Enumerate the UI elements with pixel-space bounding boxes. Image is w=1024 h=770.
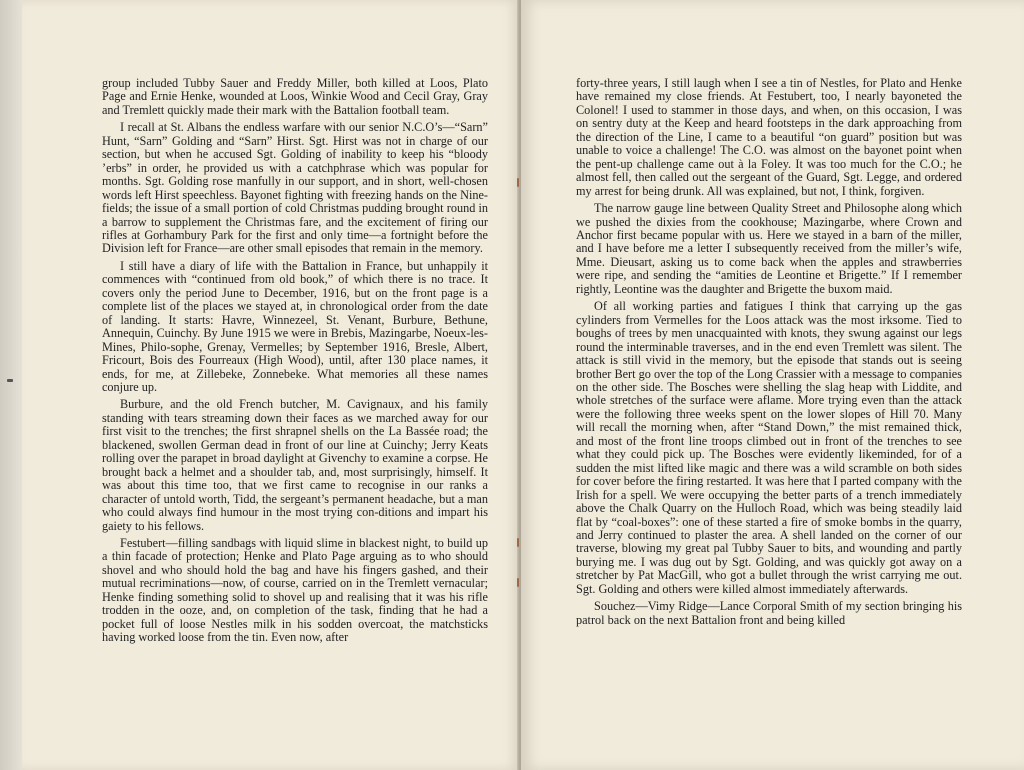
paragraph: group included Tubby Sauer and Freddy Miller, both killed at Loos, Plato Page and Ernie Henke, wounded at Loos, Winkie Wood and Cecil Gray, Gray and Tremlett quickly made their mark with the Battalion football team. xyxy=(102,76,488,117)
edge-mark xyxy=(7,379,13,382)
paragraph: Burbure, and the old French butcher, M. Cavignaux, and his family standing with tears streaming down their faces as we marched away for our first visit to the trenches; the first shrapnel shells on the La Bassée road; the blackened, swollen German dead in front of our line at Cuinchy; Jerry Keats rolling over the parapet in broad daylight at Givenchy to examine a corpse. He brought back a helmet and a shoulder tab, and, most surprisingly, himself. It was about this time too, that we first came to recognise in our ranks a character of untold worth, Tidd, the sergeant’s permanent headache, but a man who could always find humour in the most trying con-ditions and impart his gaiety to his fellows. xyxy=(102,397,488,533)
paragraph: I still have a diary of life with the Battalion in France, but unhappily it commences with “continued from old book,” of which there is no trace. It covers only the period June to December, 1916, but on the front page is a complete list of the places we stayed at, in chronological order from the date of landing. It starts: Havre, Winnezeel, St. Venant, Burbure, Bethune, Annequin, Cuinchy. By June 1915 we were in Brebis, Mazingarbe, Noeux-les-Mines, Philo-sophe, Grenay, Vermelles; by September 1916, Bresle, Albert, Fricourt, Bois des Fourreaux (High Wood), until, after 130 place names, it ends, for me, at Zillebeke, Zonnebeke. What memories all these names conjure up. xyxy=(102,258,488,394)
right-page xyxy=(521,0,1024,770)
paragraph: Souchez—Vimy Ridge—Lance Corporal Smith of my section bringing his patrol back on the next Battalion front and being killed xyxy=(576,599,962,627)
paragraph: Festubert—filling sandbags with liquid slime in blackest night, to build up a thin facade of protection; Henke and Plato Page arguing as to who should shovel and who should hold the bag and have his fingers gashed, and their mutual recriminations—now, of course, carried on in the Tremlett vernacular; Henke finding something solid to shovel up and realising that it was his rifle trodden in the ooze, and, on completion of the task, finding that he had a pocket full of loose Nestles milk in his sodden overcoat, the matchsticks having worked loose from the tin. Even now, after xyxy=(102,535,488,645)
binding-stitch xyxy=(517,578,519,587)
right-page-text xyxy=(576,77,962,627)
paragraph: The narrow gauge line between Quality Street and Philosophe along which we pushed the dixies from the cookhouse; Mazingarbe, where Crown and Anchor first became popular with us. Here we stayed in a barn of the miller, and I have before me a letter I subsequently received from the miller’s wife, Mme. Dieusart, asking us to come back when the apples and strawberries were ripe, and sending the “amities de Leontine et Brigette.” If I remember rightly, Leontine was the daughter and Brigette the buxom maid. xyxy=(576,201,962,296)
binding-stitch xyxy=(517,178,519,187)
paragraph: Of all working parties and fatigues I think that carrying up the gas cylinders from Vermelles for the Loos attack was the most irksome. Tied to boughs of trees by men unacquainted with knots, they swung against our legs round the interminable traverses, and in the end even Tremlett was silent. The attack is still vivid in the memory, but the episode that stands out is seeing brother Bert go over the top of the Long Crassier with a message to companies on the other side. The Bosches were shelling the slag heap with Liddite, and whole stretches of the surface were aflame. More trying even than the attack were the following three weeks spent on the lower slopes of Hill 70. Many will recall the morning when, after “Stand Down,” the mist remained thick, and most of the front line troops climbed out in front of the trenches to see what they could pick up. The Bosches were evidently likeminded, for of a sudden the mist lifted like magic and there was a wild scramble on both sides for cover before the firing restarted. It was here that I parted company with the Irish for a spell. We were occupying the better parts of a trench immediately above the Chalk Quarry on the Hulloch Road, which was being steadily laid flat by “coal-boxes”: one of these started a fire of smoke bombs in the quarry, and Jerry continued to plaster the area. A shell landed on the corner of our traverse, blowing my great pal Tubby Sauer to bits, and wounding and partly burying me. I was dug out by Sgt. Golding, and was quickly got away on a stretcher by Pat MacGill, who got a bullet through the wrist carrying me out. Sgt. Golding and others were killed almost immediately afterwards. xyxy=(576,299,962,596)
paragraph: I recall at St. Albans the endless warfare with our senior N.C.O’s—“Sarn” Hunt, “Sarn” Golding and “Sarn” Hirst. Sgt. Hirst was not in charge of our section, but when he accused Sgt. Golding of inability to keep his “bloody ’erbs” in order, he provided us with a catchphrase which was popular for months. Sgt. Golding rose manfully in our support, and in short, well-chosen words left Hirst speechless. Bayonet fighting with freezing hands on the Nine-fields; the issue of a small portion of cold Christmas pudding brought round in a barrow to supplement the Christmas fare, and the excitement of firing our rifles at Gorhambury Park for the first and only time—a fortnight before the Division left for France—are other small episodes that remain in the memory. xyxy=(102,120,488,256)
left-page-text xyxy=(102,77,488,645)
binding-stitch xyxy=(517,538,519,547)
left-page-edge xyxy=(0,0,22,770)
left-page xyxy=(22,0,519,770)
paragraph: forty-three years, I still laugh when I see a tin of Nestles, for Plato and Henke have remained my close friends. At Festubert, too, I nearly bayoneted the Colonel! I used to stammer in those days, and when, on this occasion, I was on sentry duty at the Keep and heard footsteps in the dark approaching from the direction of the Line, I came to a beautiful “on guard” position but was unable to voice a challenge! The C.O. was almost on the bayonet point when the pent-up challenge came out à la Foley. It was too much for the C.O.; he almost fell, then called out the sergeant of the Guard, Sgt. Legge, and ordered my arrest for being drunk. All was explained, but not, I think, forgiven. xyxy=(576,76,962,198)
